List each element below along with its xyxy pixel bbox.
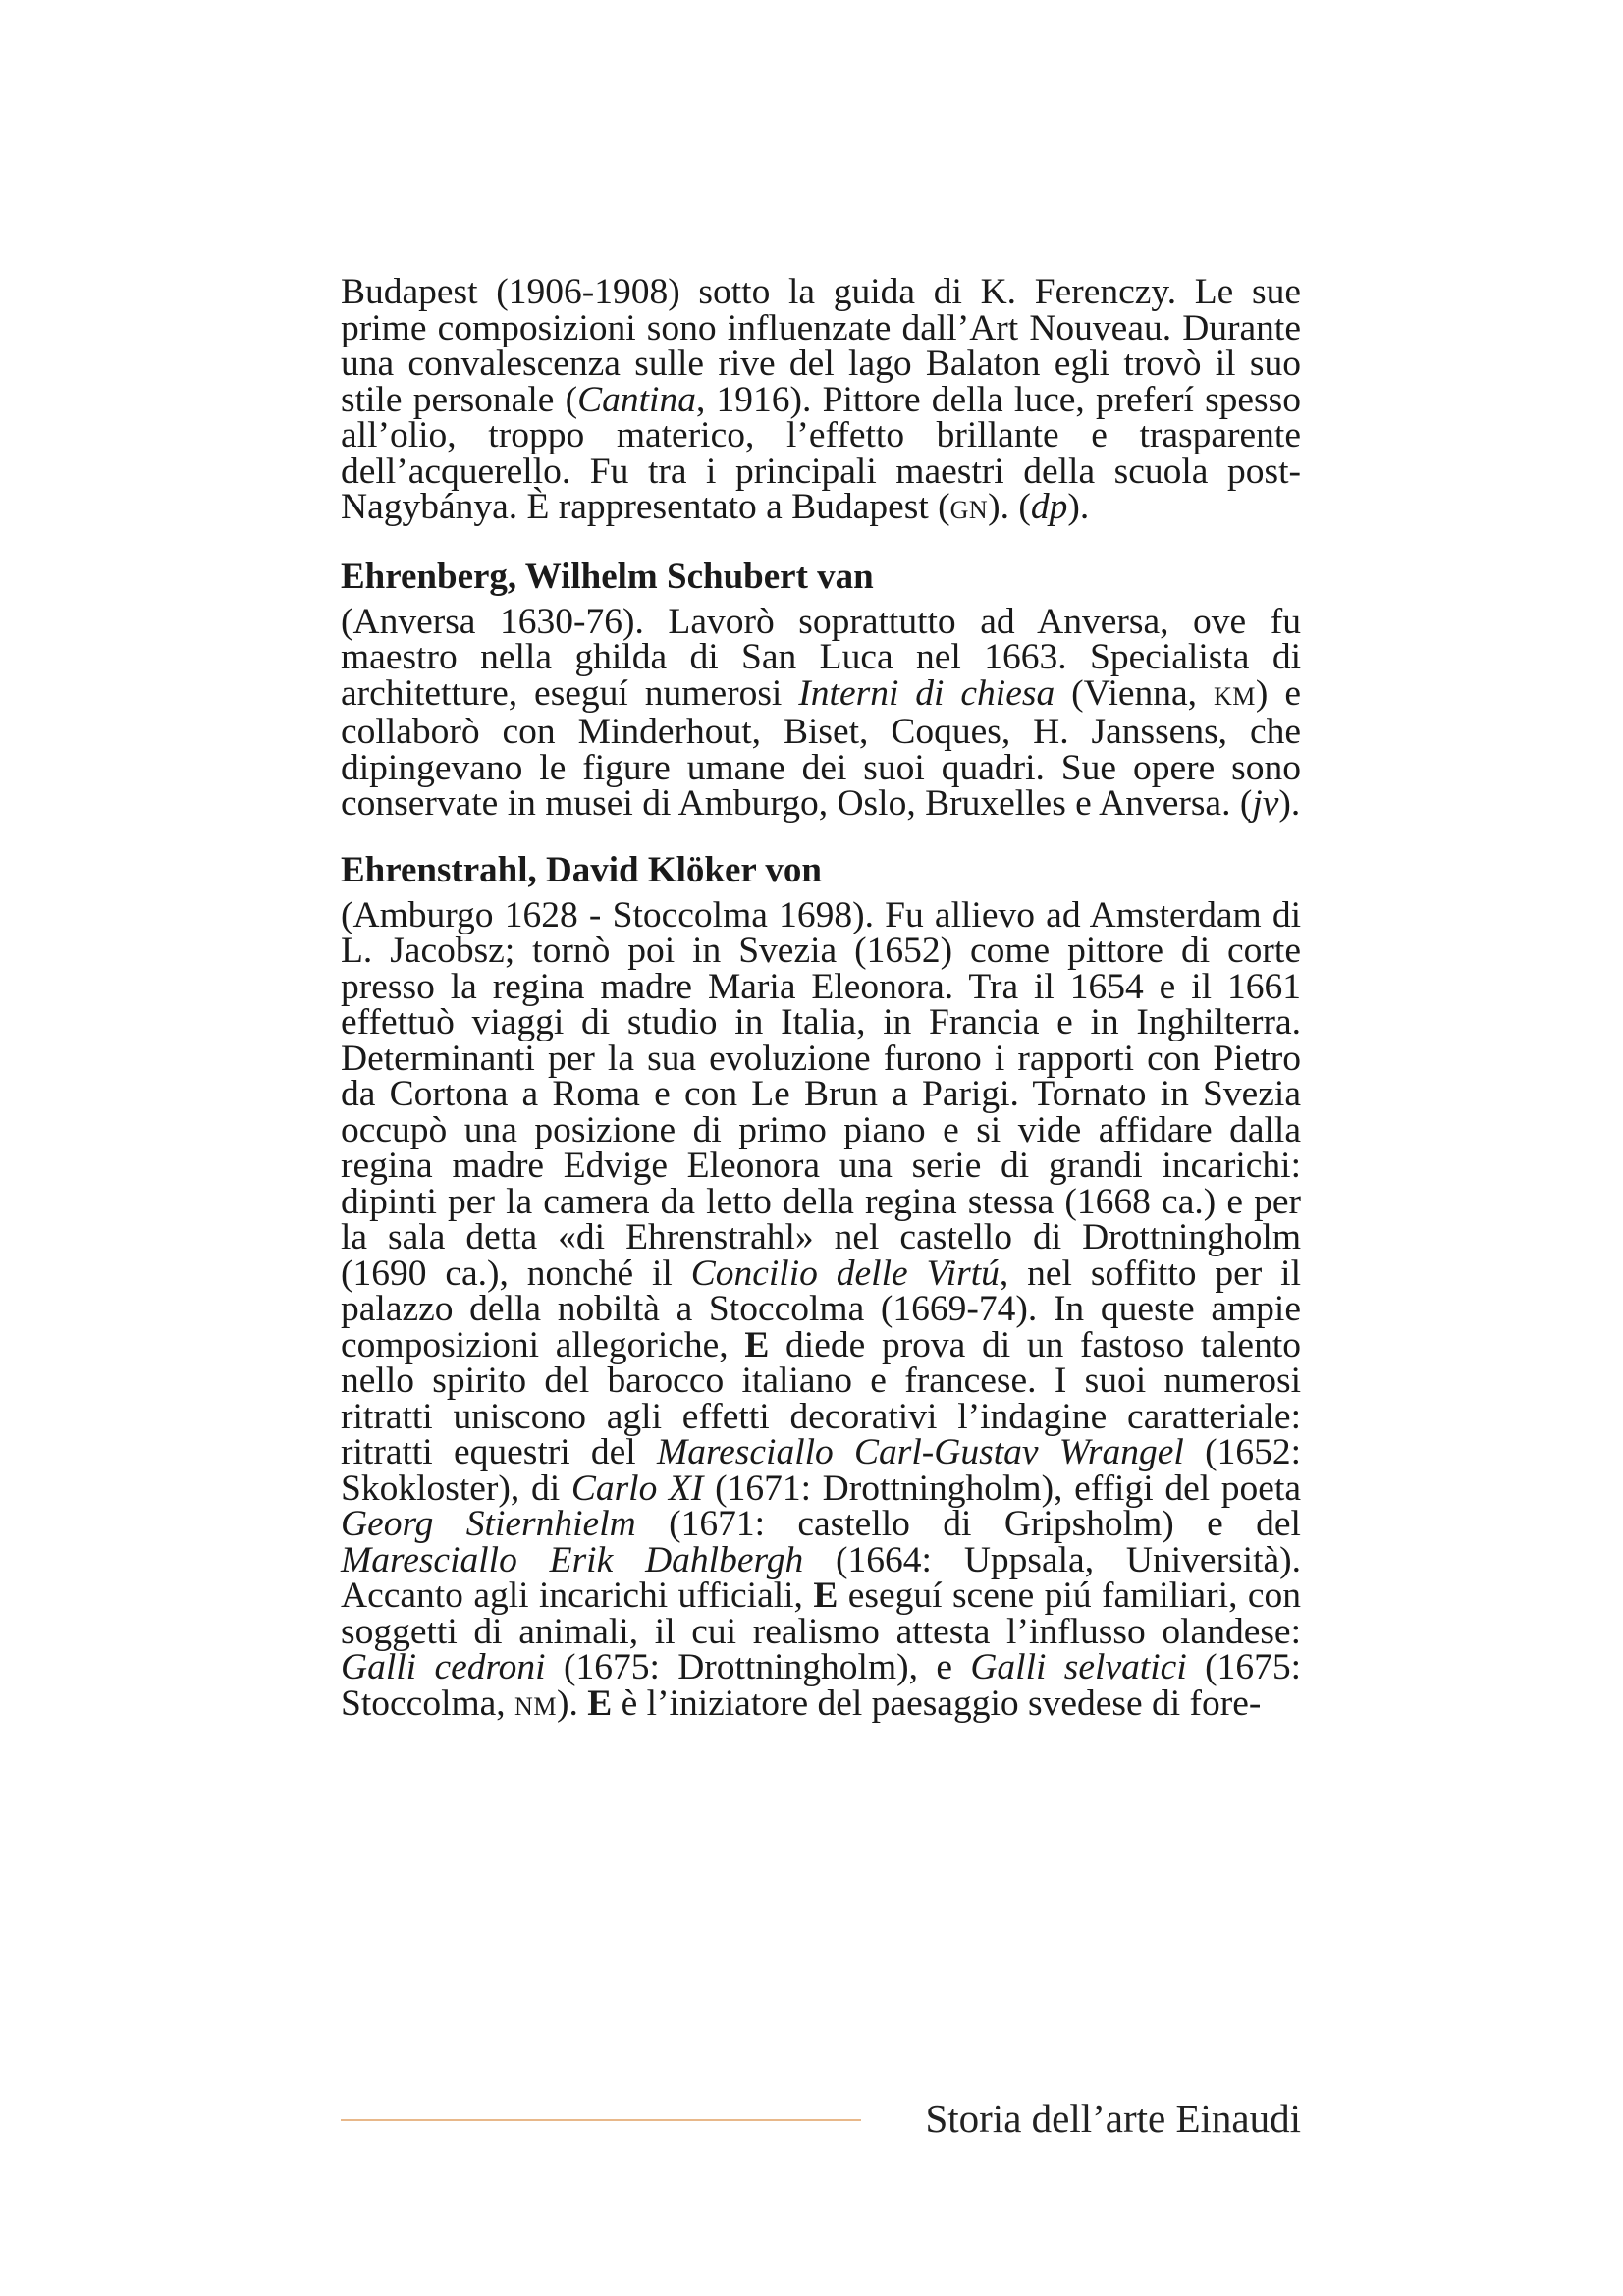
artwork-title: Maresciallo Erik Dahlbergh [341,1539,804,1580]
footer-rule [341,2119,861,2121]
artwork-title: Georg Stiernhielm [341,1504,636,1544]
page-body [341,272,1302,1725]
museum-abbreviation: GN [949,496,989,524]
entry-abbreviation: E [813,1575,839,1616]
entry-headword: Ehrenberg, Wilhelm Schubert van [341,556,874,597]
entry-body: (Amburgo 1628 - Stoccolma 1698). Fu allievo ad Amsterdam di L. Jacobsz; tornò poi in Svezia (1652) come pittore di corte presso la regina madre Maria Eleonora. Tra il 1654 e il 1661 effettuò viaggi di studio in Italia, in Francia e in Inghilterra. Determinanti per la sua evoluzione furono i rapporti con Pietro da Cortona a Roma e con Le Brun a Parigi. Tornato in Svezia occupò una posizione di primo piano e si vide affidare dalla regina madre Edvige Eleonora una serie di grandi incarichi: dipinti per la camera da letto della regina stessa (1668 ca.) e per la sala detta «di Ehrenstrahl» nel castello di Drottningholm (1690 ca.), nonché il Concilio delle Virtú, nel soffitto per il palazzo della nobiltà a Stoccolma (1669-74). In queste ampie composizioni allegoriche, E diede prova di un fastoso talento nello spirito del barocco italiano e francese. I suoi numerosi ritratti uniscono agli effetti decorativi l’indagine caratteriale: ritratti equestri del Maresciallo Carl-Gustav Wrangel (1652: Skokloster), di Carlo XI (1671: Drottningholm), effigi del poeta Georg Stiernhielm (1671: castello di Gripsholm) e del Maresciallo Erik Dahlbergh (1664: Uppsala, Università). Accanto agli incarichi ufficiali, E eseguí scene piú familiari, con soggetti di animali, il cui realismo attesta l’influsso olandese: Galli cedroni (1675: Drottningholm), e Galli selvatici (1675: Stoccolma, NM). E è l’iniziatore del paesaggio svedese di fore- [341,894,1302,1724]
entry-abbreviation: E [587,1682,613,1724]
artwork-title: Interni di chiesa [798,672,1055,714]
artwork-title: Carlo XI [570,1468,704,1509]
entry-ehrenberg [341,558,1301,823]
entry-abbreviation: E [744,1324,770,1365]
entry-ehrenstrahl [341,851,1301,1726]
intro-paragraph: Budapest (1906-1908) sotto la guida di K. Ferenczy. Le sue prime composizioni sono influenzate dall’Art Nouveau. Durante una convalescenza sulle rive del lago Balaton egli trovò il suo stile personale (Cantina, 1916). Pittore della luce, preferí spesso all’olio, troppo materico, l’effetto brillante e trasparente dell’acquerello. Fu tra i principali maestri della scuola post-Nagybánya. È rappresentato a Budapest (GN). (dp). [341,272,1301,527]
museum-abbreviation: KM [1214,681,1256,711]
artwork-title: Galli cedroni [341,1647,546,1687]
artwork-title: Maresciallo Carl-Gustav Wrangel [656,1432,1184,1472]
museum-abbreviation: NM [514,1691,557,1721]
page-footer [341,2094,1301,2143]
author-initials: dp [1030,487,1068,527]
entry-body: (Anversa 1630-76). Lavorò soprattutto ad Anversa, ove fu maestro nella ghilda di San Luca nel 1663. Specialista di architetture, eseguí numerosi Interni di chiesa (Vienna, KM) e collaborò con Minderhout, Biset, Coques, H. Janssens, che dipingevano le figure umane dei suoi quadri. Sue opere sono conservate in musei di Amburgo, Oslo, Bruxelles e Anversa. (jv). [341,601,1301,824]
footer-title: Storia dell’arte Einaudi [925,2096,1301,2141]
artwork-title: Concilio delle Virtú [690,1253,1000,1294]
artwork-title: Galli selvatici [970,1647,1187,1687]
artwork-title: Cantina [577,379,696,420]
entry-headword: Ehrenstrahl, David Klöker von [341,849,822,890]
author-initials: jv [1252,783,1279,824]
